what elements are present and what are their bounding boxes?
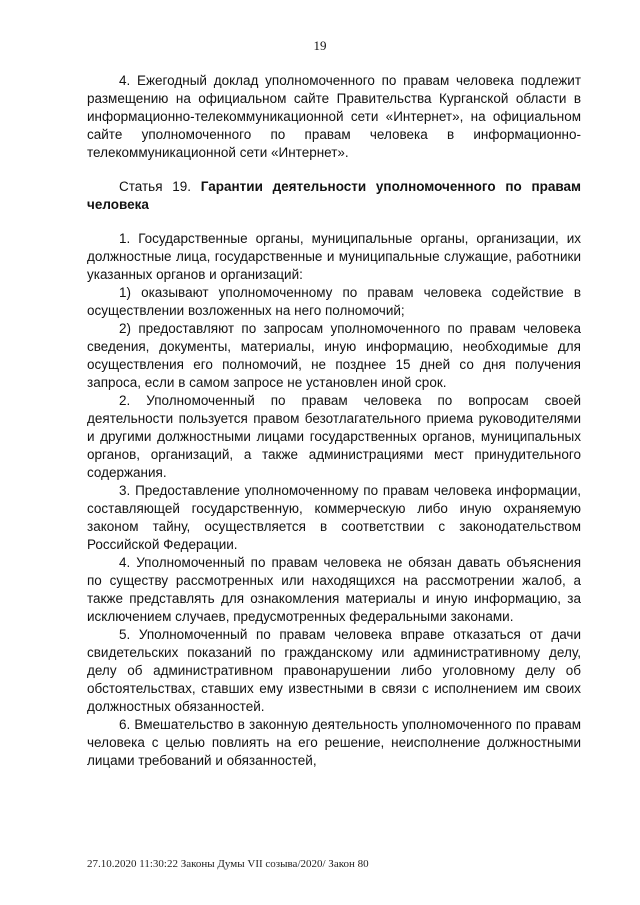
article-title: Гарантии деятельности уполномоченного по правам человека xyxy=(87,179,581,212)
paragraph: 1. Государственные органы, муниципальные органы, организации, их должностные лица, государственные и муниципальные служащие, работники указанных органов и организаций: xyxy=(87,231,581,282)
paragraph: 4. Уполномоченный по правам человека не обязан давать объяснения по существу рассмотренных или находящихся на рассмотрении жалоб, а также представлять для ознакомления материалы и иную информацию, за исключением случаев, предусмотренных федеральными законами. xyxy=(87,555,581,624)
paragraph: 1) оказывают уполномоченному по правам человека содействие в осуществлении возложенных на него полномочий; xyxy=(87,285,581,318)
document-footer: 27.10.2020 11:30:22 Законы Думы VII созыва/2020/ Закон 80 xyxy=(87,858,369,870)
paragraph: 5. Уполномоченный по правам человека вправе отказаться от дачи свидетельских показаний по гражданскому или административному делу, делу об административном правонарушении либо уголовному делу об обстоятельствах, ставших ему известными в связи с исполнением им своих должностных обязанностей. xyxy=(87,627,581,714)
paragraph: 2. Уполномоченный по правам человека по вопросам своей деятельности пользуется правом безотлагательного приема руководителями и другими должностными лицами государственных органов, муниципальных органов, организаций, а также администрациями мест принудительного содержания. xyxy=(87,393,581,480)
article-label: Статья 19. xyxy=(119,179,192,194)
article-heading xyxy=(87,178,581,214)
page-number: 19 xyxy=(313,38,327,53)
paragraph: 3. Предоставление уполномоченному по правам человека информации, составляющей государственную, коммерческую либо иную охраняемую законом тайну, осуществляется в соответствии с законодательством Российской Федерации. xyxy=(87,483,581,552)
paragraph: 2) предоставляют по запросам уполномоченного по правам человека сведения, документы, материалы, иную информацию, необходимые для осуществления его полномочий, не позднее 15 дней со дня получения запроса, если в самом запросе не установлен иной срок. xyxy=(87,321,581,390)
document-body xyxy=(87,72,581,770)
paragraph-report-publication: 4. Ежегодный доклад уполномоченного по правам человека подлежит размещению на официальном сайте Правительства Курганской области в информационно-телекоммуникационной сети «Интернет», на официальном сайте уполномоченного по правам человека в информационно-телекоммуникационной сети «Интернет». xyxy=(87,73,581,160)
paragraph: 6. Вмешательство в законную деятельность уполномоченного по правам человека с целью повлиять на его решение, неисполнение должностными лицами требований и обязанностей, xyxy=(87,717,581,768)
